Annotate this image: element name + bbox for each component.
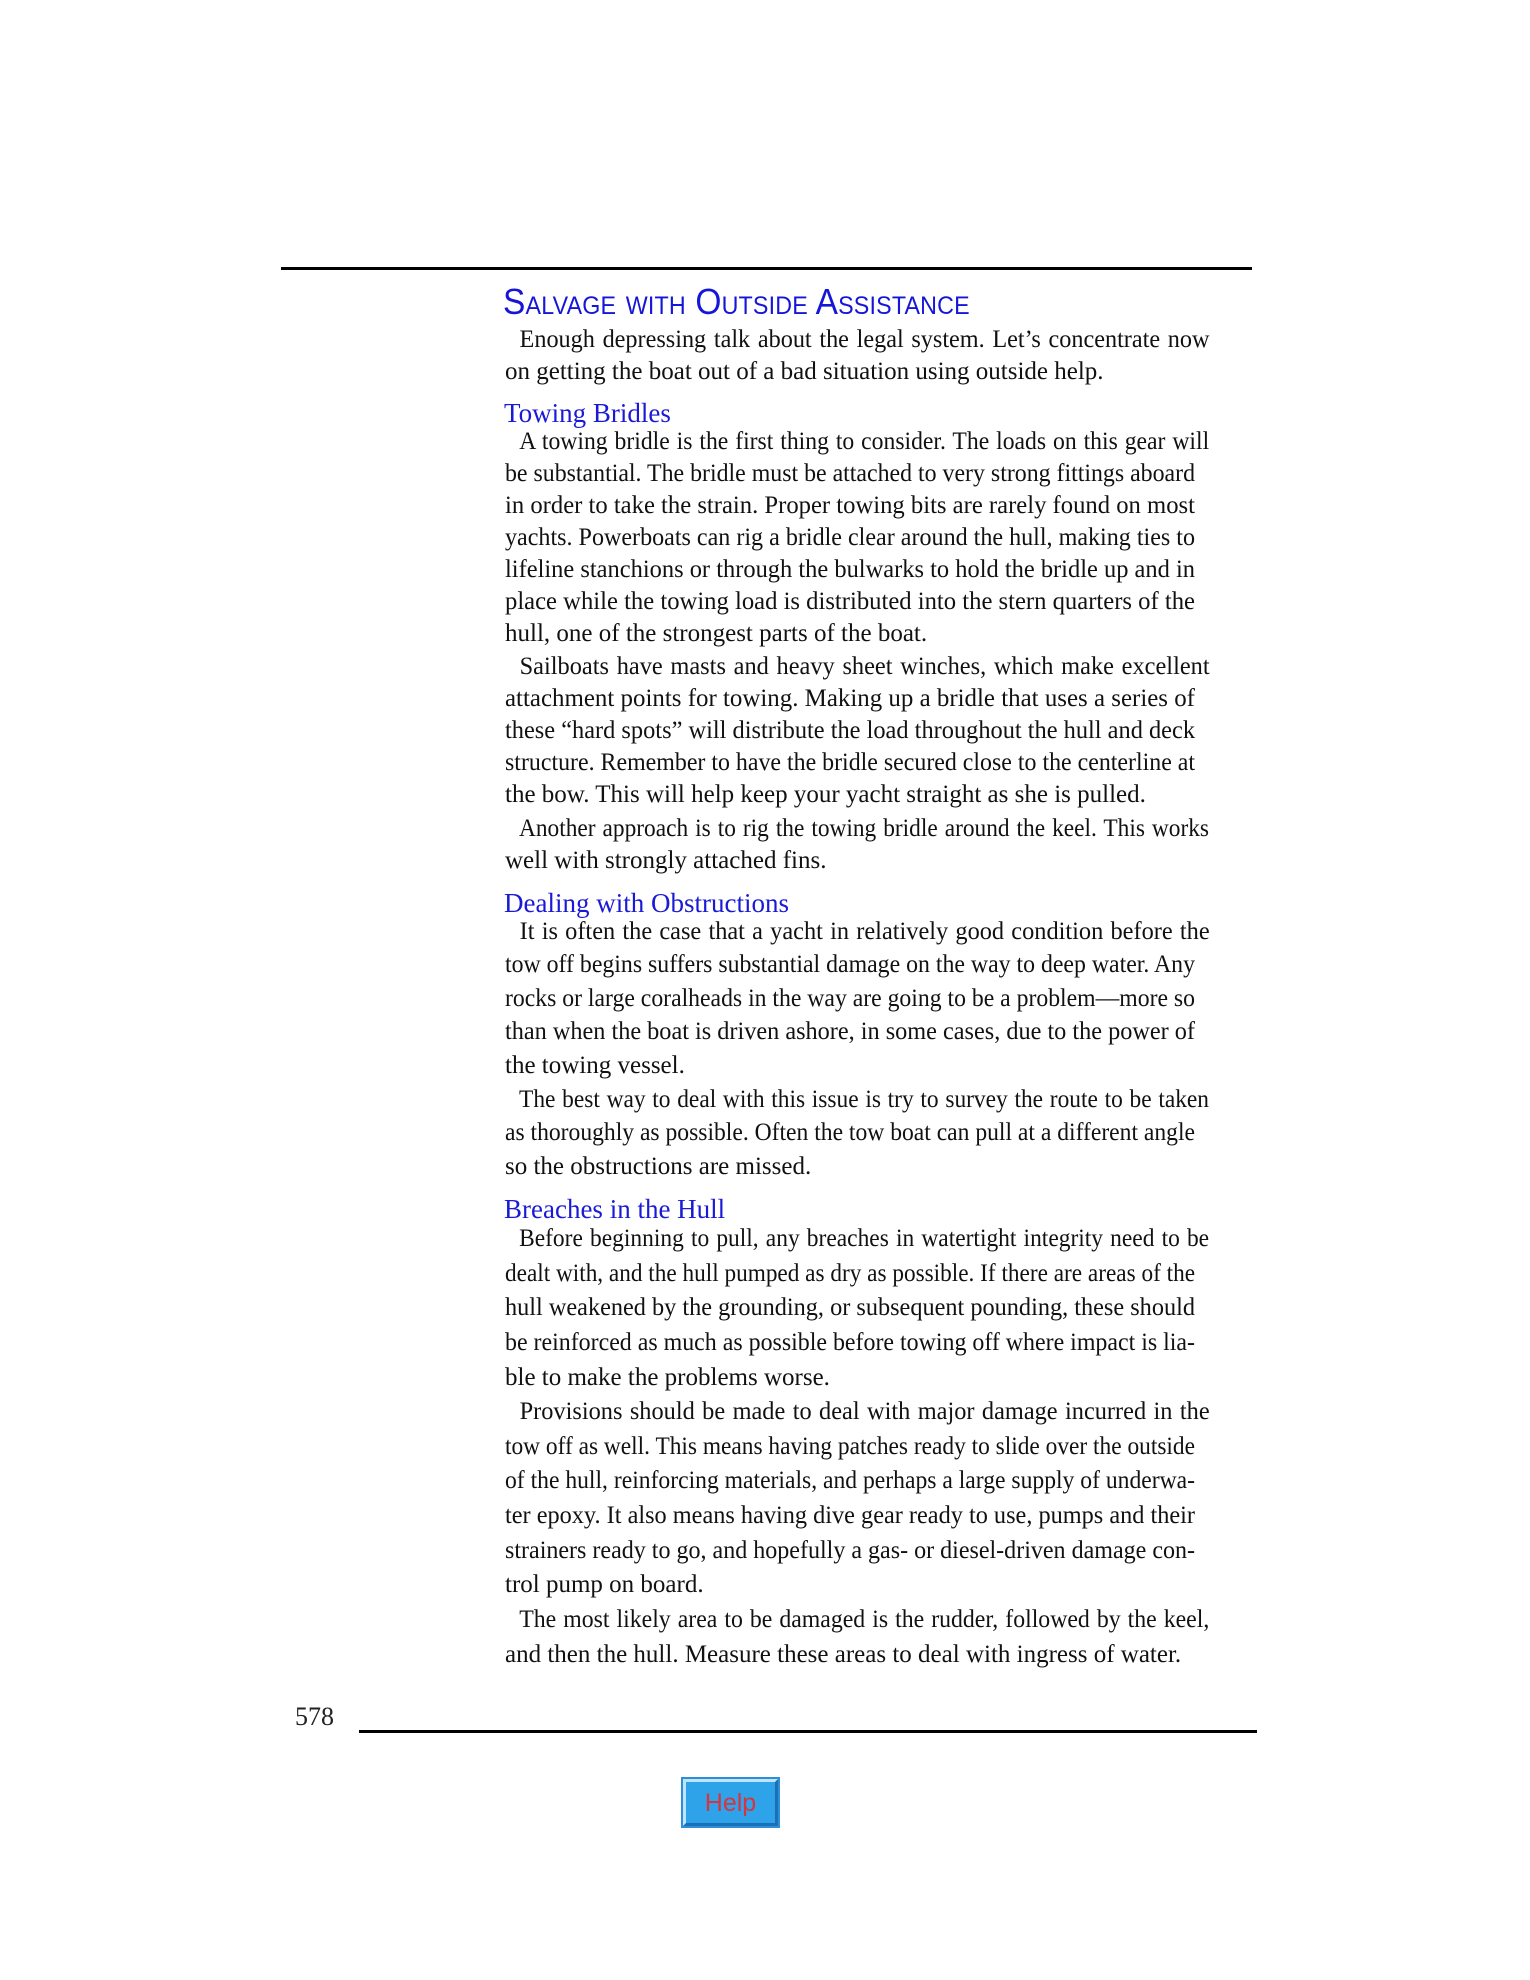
text-line: be substantial. The bridle must be attached to very strong fittings aboard xyxy=(505,460,1196,487)
text-line: be reinforced as much as possible before towing off where impact is lia- xyxy=(505,1329,1196,1357)
text-line: place while the towing load is distributed into the stern quarters of the xyxy=(505,588,1195,615)
bottom-rule xyxy=(359,1730,1257,1733)
paragraph-most-likely-damage xyxy=(505,1603,1210,1672)
text-line: ter epoxy. It also means having dive gear ready to use, pumps and their xyxy=(505,1502,1196,1530)
top-rule xyxy=(281,267,1252,270)
text-line: It is often the case that a yacht in relatively good condition before the xyxy=(519,918,1210,945)
text-line: lifeline stanchions or through the bulwarks to hold the bridle up and in xyxy=(505,556,1195,583)
text-line: A towing bridle is the first thing to consider. The loads on this gear will xyxy=(519,428,1210,455)
paragraph-provisions xyxy=(505,1395,1210,1603)
text-line: than when the boat is driven ashore, in some cases, due to the power of xyxy=(505,1018,1196,1046)
text-line: tow off as well. This means having patches ready to slide over the outside xyxy=(505,1432,1195,1460)
paragraph-survey-route xyxy=(505,1083,1210,1183)
section-heading-breaches-in-the-hull: Breaches in the Hull xyxy=(504,1194,726,1224)
text-line: the towing vessel. xyxy=(505,1051,685,1079)
text-line: so the obstructions are missed. xyxy=(505,1152,812,1180)
text-line: Before beginning to pull, any breaches in watertight integrity need to be xyxy=(519,1225,1210,1252)
text-line: rocks or large coralheads in the way are going to be a problem—more so xyxy=(505,984,1196,1012)
text-line: trol pump on board. xyxy=(505,1571,704,1599)
section-heading-dealing-with-obstructions: Dealing with Obstructions xyxy=(504,888,789,918)
text-line: the bow. This will help keep your yacht straight as she is pulled. xyxy=(505,781,1146,808)
text-line: structure. Remember to have the bridle secured close to the centerline at xyxy=(505,749,1196,776)
text-line: on getting the boat out of a bad situation using outside help. xyxy=(505,358,1104,385)
text-line: The best way to deal with this issue is try to survey the route to be taken xyxy=(519,1086,1210,1113)
intro-paragraph xyxy=(505,324,1210,388)
text-line: The most likely area to be damaged is the rudder, followed by the keel, xyxy=(519,1606,1210,1633)
text-line: ble to make the problems worse. xyxy=(505,1363,830,1391)
page-number: 578 xyxy=(295,1702,334,1731)
paragraph-before-pulling xyxy=(505,1222,1210,1395)
text-line: of the hull, reinforcing materials, and perhaps a large supply of underwa- xyxy=(505,1467,1196,1495)
paragraph-sailboats xyxy=(505,651,1210,811)
text-line: these “hard spots” will distribute the load throughout the hull and deck xyxy=(505,717,1196,744)
text-line: as thoroughly as possible. Often the tow boat can pull at a different angle xyxy=(505,1119,1195,1147)
text-line: strainers ready to go, and hopefully a gas- or diesel-driven damage con- xyxy=(505,1536,1196,1564)
text-line: Provisions should be made to deal with major damage incurred in the xyxy=(519,1398,1210,1425)
paragraph-keel-approach xyxy=(505,813,1210,877)
text-line: dealt with, and the hull pumped as dry as possible. If there are areas of the xyxy=(505,1259,1196,1287)
text-line: tow off begins suffers substantial damage on the way to deep water. Any xyxy=(505,951,1195,979)
paragraph-towing-bridle xyxy=(505,426,1210,650)
text-line: attachment points for towing. Making up a bridle that uses a series of xyxy=(505,685,1195,712)
text-line: and then the hull. Measure these areas to deal with ingress of water. xyxy=(505,1640,1182,1668)
text-line: Enough depressing talk about the legal system. Let’s concentrate now xyxy=(519,326,1210,353)
text-line: Sailboats have masts and heavy sheet winches, which make excellent xyxy=(519,653,1210,680)
text-line: yachts. Powerboats can rig a bridle clear around the hull, making ties to xyxy=(505,524,1196,551)
text-line: Another approach is to rig the towing bridle around the keel. This works xyxy=(519,815,1210,842)
section-heading-towing-bridles: Towing Bridles xyxy=(504,398,671,428)
page-title: Salvage with Outside Assistance xyxy=(503,281,970,322)
text-line: hull, one of the strongest parts of the boat. xyxy=(505,620,928,647)
paragraph-obstructions-damage xyxy=(505,915,1210,1082)
text-line: in order to take the strain. Proper towing bits are rarely found on most xyxy=(505,492,1195,519)
text-line: well with strongly attached fins. xyxy=(505,847,827,874)
text-line: hull weakened by the grounding, or subsequent pounding, these should xyxy=(505,1294,1195,1322)
help-button[interactable]: Help xyxy=(683,1779,778,1826)
